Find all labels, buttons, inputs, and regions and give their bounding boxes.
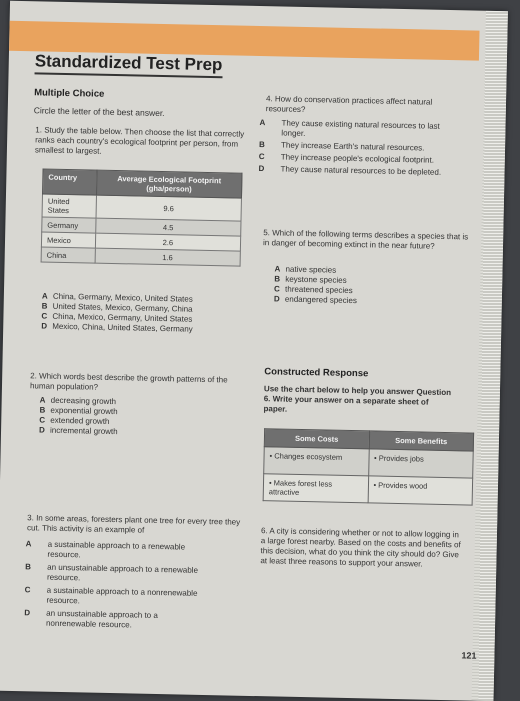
table-cell: 4.5 xyxy=(95,218,241,236)
option-text: Mexico, China, United States, Germany xyxy=(52,321,193,334)
answer-option[interactable] xyxy=(259,118,460,142)
option-text: decreasing growth xyxy=(50,395,117,407)
option-text: They increase people's ecological footprint. xyxy=(280,152,435,165)
option-text: endangered species xyxy=(284,294,358,306)
option-text: an unsustainable approach to a renewable resource. xyxy=(46,562,199,583)
option-letter: B xyxy=(41,301,48,311)
constructed-instruction: Use the chart below to help you answer Question 6. Write your answer on a separate sheet of paper. xyxy=(263,384,452,414)
answer-option[interactable] xyxy=(24,585,210,609)
table-row xyxy=(263,474,473,505)
question-3-options xyxy=(24,539,212,632)
option-text: They cause existing natural resources to last longer. xyxy=(281,118,440,138)
answer-option[interactable] xyxy=(25,539,211,563)
table-row xyxy=(41,247,240,266)
option-text: China, Mexico, Germany, United States xyxy=(52,311,193,324)
option-text: threatened species xyxy=(284,284,353,296)
option-text: incremental growth xyxy=(49,425,118,437)
answer-option[interactable] xyxy=(24,608,210,632)
option-letter: D xyxy=(273,294,280,304)
answer-option[interactable] xyxy=(25,562,211,586)
option-letter: A xyxy=(274,264,281,274)
table-cell: • Changes ecosystem xyxy=(264,447,369,476)
option-letter: C xyxy=(258,152,265,162)
table-cell: Germany xyxy=(42,217,96,233)
table-cell: China xyxy=(41,247,95,263)
costs-benefits-table xyxy=(263,428,474,505)
option-text: a sustainable approach to a nonrenewable resource. xyxy=(46,585,198,606)
option-letter: C xyxy=(273,284,280,294)
option-letter: D xyxy=(24,608,31,618)
page-edges xyxy=(471,11,507,701)
option-text: exponential growth xyxy=(50,405,118,417)
answer-option[interactable] xyxy=(258,164,459,178)
option-letter: B xyxy=(259,140,265,150)
option-letter: B xyxy=(39,405,46,415)
option-letter: A xyxy=(25,539,32,549)
option-text: an unsustainable approach to a nonrenewable resource. xyxy=(45,608,158,630)
option-text: United States, Mexico, Germany, China xyxy=(52,301,193,314)
table-header-benefits: Some Benefits xyxy=(369,431,474,451)
option-text: China, Germany, Mexico, United States xyxy=(52,291,193,304)
option-letter: C xyxy=(39,415,46,425)
option-letter: A xyxy=(39,395,46,405)
section-multiple-choice: Multiple Choice xyxy=(34,87,105,100)
answer-option[interactable] xyxy=(274,294,357,306)
question-1-text: 1. Study the table below. Then choose the list that correctly ranks each country's ecological footprint per person, from smallest to largest. xyxy=(34,125,245,156)
question-1-options xyxy=(41,292,193,335)
answer-option[interactable] xyxy=(39,425,118,437)
option-text: They increase Earth's natural resources. xyxy=(280,140,425,153)
option-text: native species xyxy=(285,264,337,275)
option-letter: B xyxy=(274,274,281,284)
option-letter: D xyxy=(258,164,265,174)
question-5-options xyxy=(274,264,358,306)
instruction: Circle the letter of the best answer. xyxy=(33,105,165,119)
option-letter: C xyxy=(41,311,48,321)
table-cell: United States xyxy=(42,194,96,218)
table-header-costs: Some Costs xyxy=(264,429,369,449)
option-text: keystone species xyxy=(285,274,347,285)
question-5-text: 5. Which of the following terms describes a species that is in danger of becoming extinct in the near future? xyxy=(262,228,469,251)
question-4-options xyxy=(258,118,460,178)
page-number: 121 xyxy=(461,650,477,661)
table-header-country: Country xyxy=(43,169,97,195)
option-letter: D xyxy=(38,425,45,435)
option-text: extended growth xyxy=(50,415,110,426)
option-letter: B xyxy=(25,562,32,572)
option-letter: C xyxy=(24,585,31,595)
option-text: a sustainable approach to a renewable resource. xyxy=(47,539,186,560)
option-text: They cause natural resources to be depleted. xyxy=(280,164,442,177)
table-cell: 2.6 xyxy=(95,233,241,251)
question-2-options xyxy=(39,395,118,437)
question-4-text: 4. How do conservation practices affect natural resources? xyxy=(265,94,433,114)
table-cell: • Provides wood xyxy=(368,476,473,505)
textbook-page xyxy=(0,1,508,701)
answer-option[interactable] xyxy=(41,322,193,335)
table-cell: • Provides jobs xyxy=(368,449,473,478)
table-cell: Mexico xyxy=(41,232,95,248)
page-title: Standardized Test Prep xyxy=(35,51,223,78)
table-cell: 1.6 xyxy=(95,248,241,266)
footprint-table xyxy=(41,169,243,267)
question-3-text: 3. In some areas, foresters plant one tree for every tree they cut. This activity is an example of xyxy=(26,513,241,535)
question-6-text: 6. A city is considering whether or not to allow logging in a large forest nearby. Based on the costs and benefits of this decision, what do you think the city should do? Give at least three reasons to support your answer. xyxy=(260,526,461,569)
table-header-footprint: Average Ecological Footprint (gha/person) xyxy=(96,170,242,198)
table-cell: 9.6 xyxy=(96,195,242,221)
constructed-response-heading: Constructed Response xyxy=(264,366,369,380)
option-letter: A xyxy=(259,118,266,128)
option-letter: D xyxy=(41,321,48,331)
question-2-text: 2. Which words best describe the growth patterns of the human population? xyxy=(29,371,228,392)
table-cell: • Makes forest less attractive xyxy=(263,474,368,503)
option-letter: A xyxy=(41,291,48,301)
